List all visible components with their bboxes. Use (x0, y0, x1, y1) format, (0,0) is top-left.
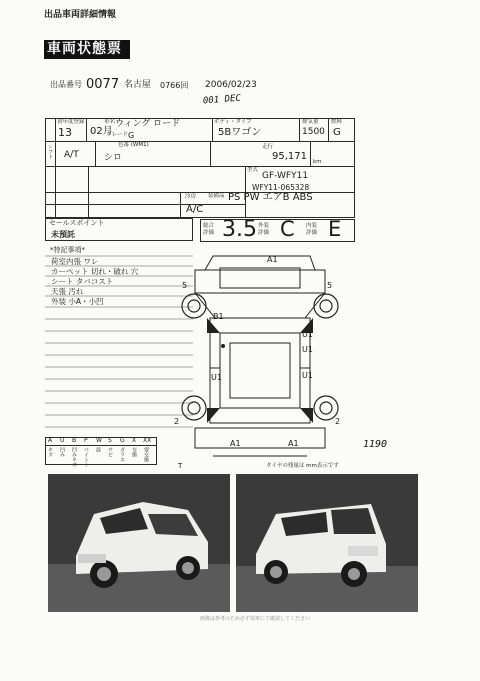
legend-code: P (84, 437, 88, 444)
car-name-value: ウィング ロード (115, 119, 181, 129)
legend-desc: ガラス (119, 447, 125, 462)
photo-front (48, 474, 230, 612)
photo-rear (236, 474, 418, 612)
lot-number: 0077 (86, 77, 120, 92)
km-label: 走行 (262, 144, 274, 150)
banner-text: 車両状態票 (47, 41, 122, 57)
damage-mark: 2 (174, 417, 180, 426)
year-label: 初年度登録 (57, 119, 85, 125)
legend-desc: ペイント (83, 447, 89, 467)
damage-mark: U1 (302, 371, 313, 380)
exterior-label: 外装評価 (258, 223, 270, 236)
cc-value: 1500 (302, 127, 325, 137)
legend-desc: サビ (107, 447, 113, 457)
chassis-value: WFY11-065328 (252, 183, 310, 192)
grade-label: グレード (106, 132, 129, 138)
damage-mark: 5 (327, 281, 333, 290)
model-label: 型式 (247, 167, 259, 173)
legend-desc: 凹みキズ (71, 447, 77, 467)
fuel-value: G (333, 127, 341, 138)
handwritten-note: 001 DEC (202, 93, 242, 107)
ac-label: 冷房 (185, 194, 197, 200)
body-type-value: 5Bワゴン (218, 127, 262, 138)
damage-mark: 5 (182, 281, 188, 290)
legend-code: A (48, 437, 53, 444)
legend-code: U (60, 437, 65, 444)
remark-line: 外装 小A・小凹 (51, 297, 104, 306)
equipment-value: PS PW エアB ABS (228, 192, 313, 203)
exterior-score: C (280, 217, 295, 241)
doc-title: 出品車両詳細情報 (44, 10, 117, 20)
legend-desc: 波 (95, 447, 101, 452)
damage-mark: A1 (288, 439, 299, 448)
lot-label: 出品番号 (50, 80, 82, 89)
legend-desc: 要交換 (143, 447, 149, 462)
venue: 名古屋 (124, 80, 152, 90)
auction-date: 2006/02/23 (205, 80, 257, 90)
legend-code: X (132, 437, 137, 444)
remark-line: シート タバコスト (51, 277, 114, 286)
legend-code: S (108, 437, 112, 444)
t-mark: T (178, 462, 183, 470)
legend-desc: 交換 (131, 447, 137, 457)
remarks-block (45, 244, 193, 434)
remark-line: 荷室内張 ワレ (51, 257, 99, 266)
sales-point-value: 未預託 (51, 230, 75, 239)
interior-label: 内装評価 (306, 223, 318, 236)
model-value: GF-WFY11 (262, 171, 309, 181)
cc-label: 排気量 (302, 119, 319, 125)
color-value: シロ (104, 153, 123, 163)
shift-label: シフト (47, 144, 53, 159)
damage-mark: A1 (267, 255, 278, 264)
shift-value: A/T (64, 150, 79, 160)
grade-value: G (128, 131, 135, 140)
fuel-label: 燃料 (331, 119, 343, 125)
ac-value: A/C (186, 204, 204, 215)
car-diagram (175, 248, 345, 463)
remarks-label: *特記事項* (50, 246, 85, 254)
session: 0766回 (160, 81, 189, 90)
damage-mark: 2 (335, 417, 341, 426)
legend-desc: キズ (47, 447, 53, 457)
legend-code: B (72, 437, 77, 444)
legend-desc: 凹み (59, 447, 65, 457)
equipment-label: 装備品 (208, 193, 225, 199)
damage-mark: U1 (302, 345, 313, 354)
km-unit: km (313, 159, 322, 165)
remark-line: 天張 汚れ (51, 287, 84, 296)
sales-point-label: セールスポイント (49, 219, 105, 227)
tire-note: タイヤの残量は mm表示です (266, 463, 339, 469)
month-value: 02月 (90, 126, 113, 137)
km-value: 95,171 (272, 151, 307, 162)
damage-mark: A1 (230, 439, 241, 448)
damage-mark: U1 (302, 330, 313, 339)
handwritten-number: 1190 (363, 439, 388, 450)
legend-grid (45, 437, 157, 465)
legend-code: XX (143, 437, 152, 444)
car-name-label: 車名 (104, 119, 116, 125)
overall-score: 3.5 (222, 217, 257, 242)
body-type-label: ボディ・タイプ (214, 119, 252, 125)
color-label: 色番 (WM1) (118, 142, 149, 148)
legend-code: G (120, 437, 125, 444)
damage-mark: U1 (211, 373, 222, 382)
year-value: 13 (58, 126, 72, 139)
damage-mark: B1 (213, 312, 224, 321)
interior-score: E (328, 217, 342, 241)
photo-caption: 画像は参考のため必ず現車にて確認してください (200, 616, 311, 622)
remark-line: カーペット 切れ・破れ 穴 (51, 267, 139, 276)
overall-label: 総合評価 (203, 223, 215, 236)
legend-code: W (96, 437, 102, 444)
